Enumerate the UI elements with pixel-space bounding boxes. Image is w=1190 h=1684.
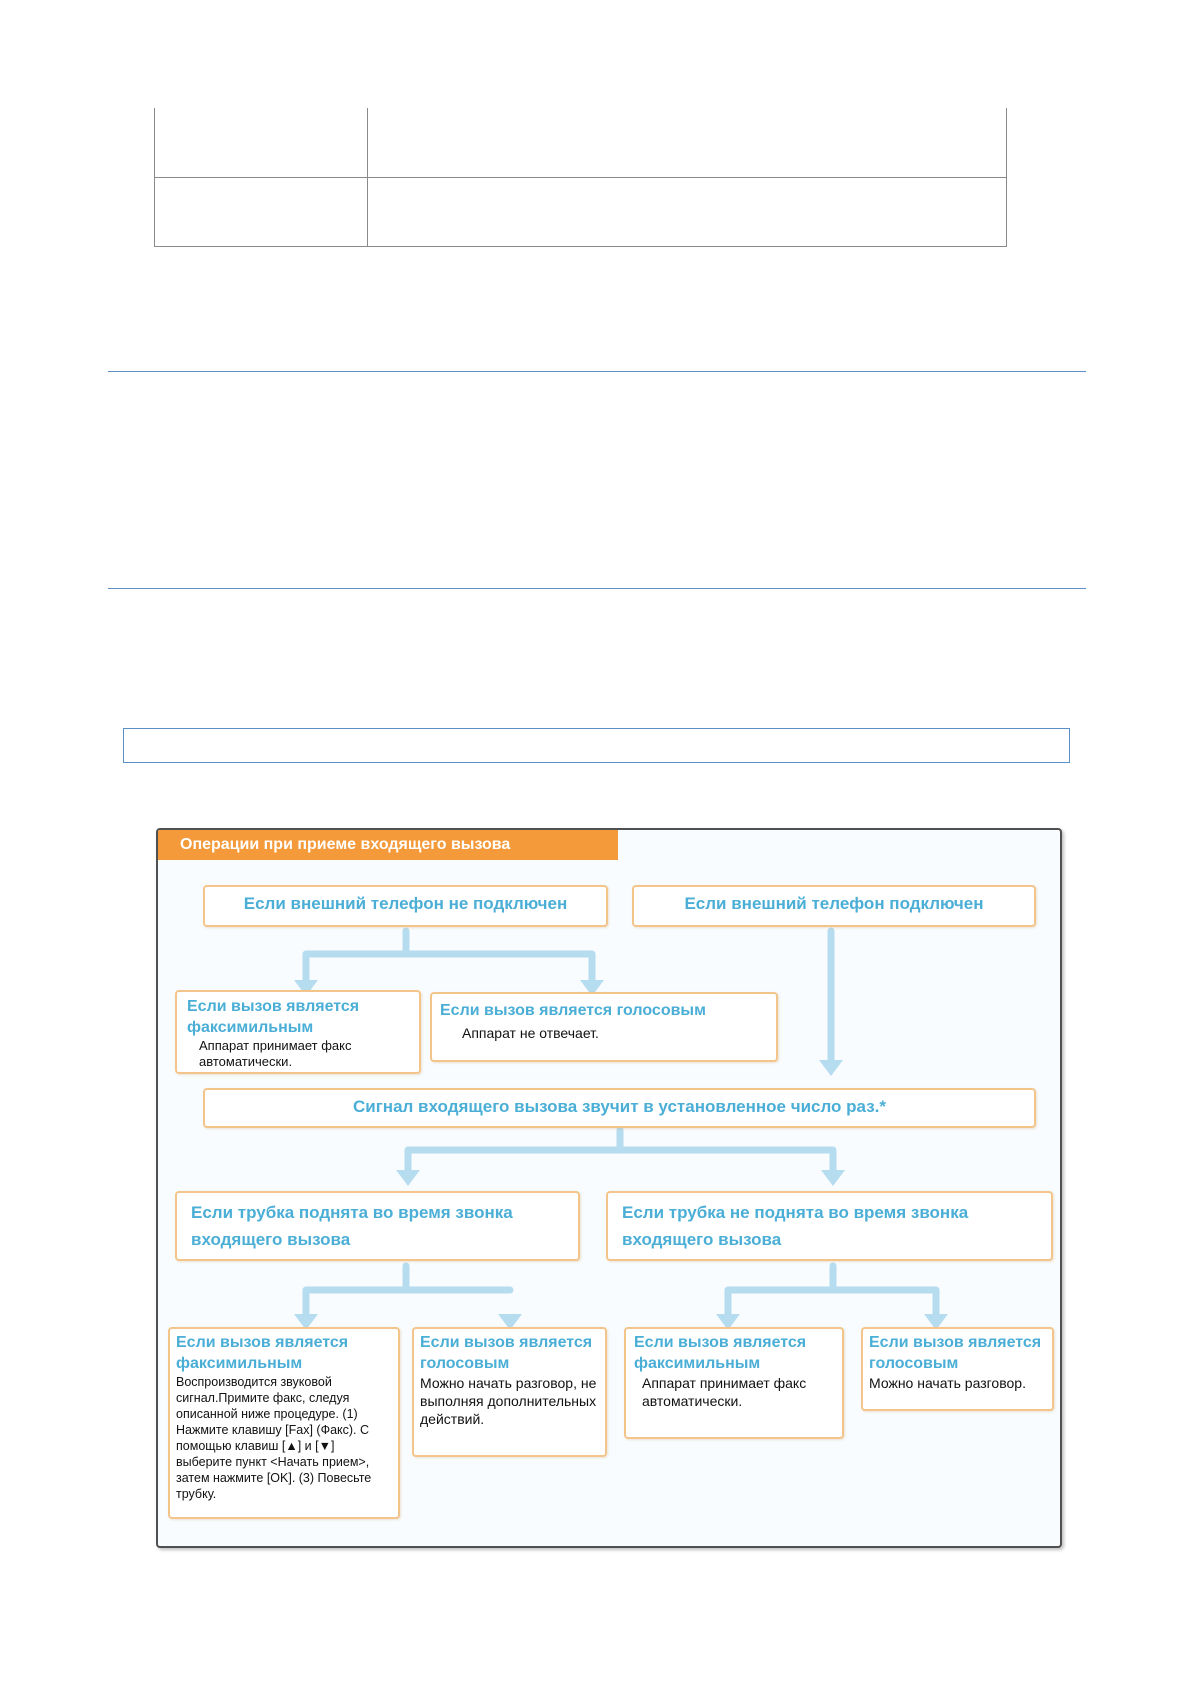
box-ring-signal — [203, 1088, 1036, 1128]
box-no-external-phone — [203, 885, 608, 927]
arrowhead — [396, 1170, 420, 1186]
box-fax-call-manual — [168, 1327, 400, 1519]
box-fax-call-manual-body: Воспроизводится звуковой сигнал.Примите факс, следуя описанной ниже процедуре. (1) Нажмите клавишу [Fax] (Факс). С помощью клавиш [▲] и [▼] выберите пункт <Начать прием>, затем нажмите [OK]. (3) Повесьте трубку. — [176, 1375, 372, 1501]
box-voice-call-talk-heading: Если вызов является голосовым — [869, 1334, 1042, 1372]
box-no-external-phone-label: Если внешний телефон не подключен — [243, 894, 568, 913]
box-external-phone — [632, 885, 1036, 927]
box-voice-call-talk-now — [412, 1327, 607, 1457]
box-handset-lifted — [175, 1191, 580, 1261]
box-voice-call-no-answer — [430, 992, 778, 1062]
box-fax-call-auto-2 — [624, 1327, 844, 1439]
section-divider — [108, 588, 1086, 589]
arrowhead — [821, 1170, 845, 1186]
table-border-bottom — [154, 246, 1007, 247]
incoming-call-flow-diagram — [156, 828, 1062, 1548]
box-external-phone-label: Если внешний телефон подключен — [684, 894, 984, 913]
box-ring-signal-label: Сигнал входящего вызова звучит в установленное число раз.* — [353, 1097, 886, 1116]
box-fax-call-auto-2-heading: Если вызов является факсимильным — [634, 1334, 807, 1372]
box-voice-call-talk — [861, 1327, 1054, 1411]
arrow-split-no-ext-phone — [306, 931, 592, 984]
box-voice-call-no-answer-body: Аппарат не отвечает. — [462, 1025, 599, 1041]
box-fax-call-auto-body: Аппарат принимает факс автоматически. — [199, 1038, 352, 1069]
box-voice-call-talk-now-body: Можно начать разговор, не выполняя дополнительных действий. — [420, 1375, 597, 1427]
arrow-split-not-lifted — [728, 1266, 936, 1318]
table-row-divider — [154, 177, 1007, 178]
box-voice-call-talk-now-heading: Если вызов является голосовым — [420, 1334, 593, 1372]
settings-table-fragment — [154, 108, 1007, 247]
box-fax-call-manual-heading: Если вызов является факсимильным — [176, 1334, 349, 1372]
box-fax-call-auto-heading: Если вызов является факсимильным — [187, 998, 360, 1036]
arrowhead — [819, 1060, 843, 1076]
arrow-split-ring — [408, 1130, 833, 1174]
box-handset-not-lifted-label: Если трубка не поднята во время звонка входящего вызова — [622, 1203, 969, 1249]
box-voice-call-no-answer-heading: Если вызов является голосовым — [440, 1002, 706, 1019]
arrow-split-lifted — [306, 1266, 510, 1318]
box-voice-call-talk-body: Можно начать разговор. — [869, 1375, 1026, 1391]
box-handset-not-lifted — [606, 1191, 1053, 1261]
section-divider — [108, 371, 1086, 372]
box-handset-lifted-label: Если трубка поднята во время звонка входящего вызова — [191, 1203, 513, 1249]
box-fax-call-auto-2-body: Аппарат принимает факс автоматически. — [642, 1375, 807, 1409]
box-fax-call-auto — [175, 990, 421, 1074]
diagram-title: Операции при приеме входящего вызова — [158, 830, 618, 860]
note-box — [123, 728, 1070, 763]
